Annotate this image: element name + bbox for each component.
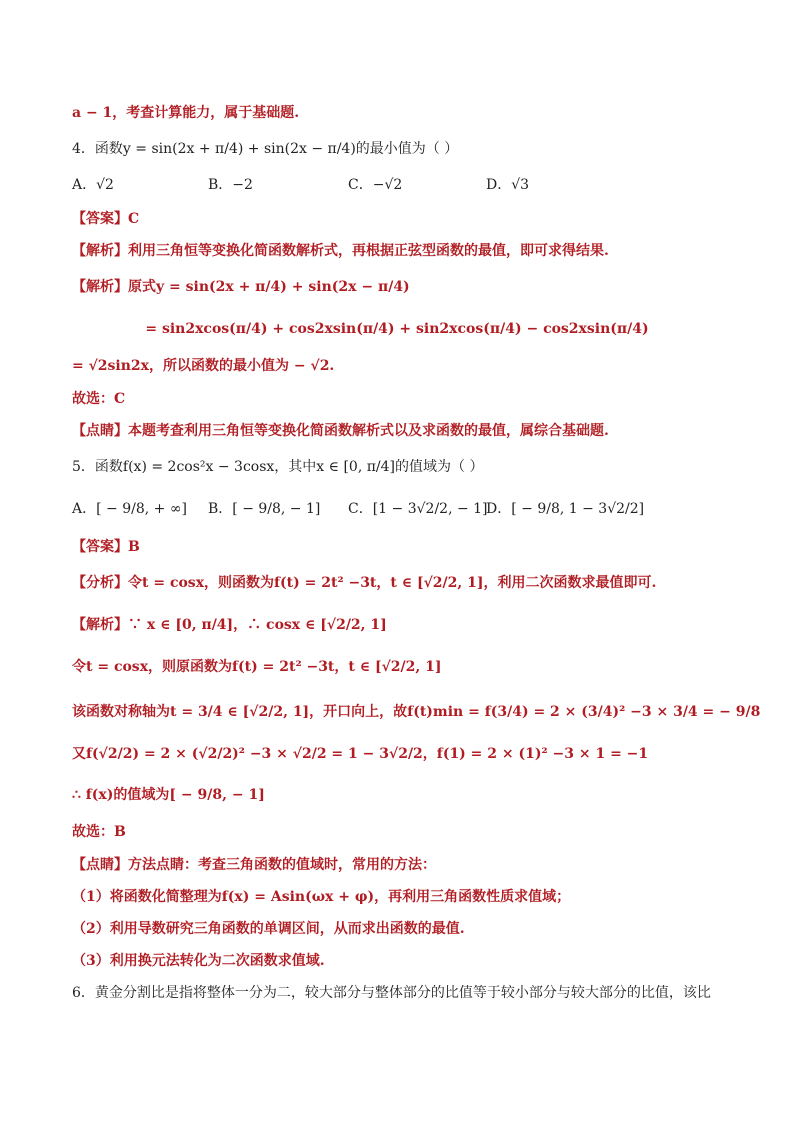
line-10: 【答案】B: [72, 539, 140, 555]
line-4: 【解析】原式y = sin(2x + π/4) + sin(2x − π/4): [72, 279, 410, 295]
line-12: 【解析】∵ x ∈ [0, π/4]，∴ cosx ∈ [√2/2, 1]: [72, 617, 387, 633]
line-6: = √2sin2x，所以函数的最小值为 − √2.: [72, 358, 335, 374]
line-8: 【点睛】本题考查利用三角恒等变换化简函数解析式以及求函数的最值，属综合基础题.: [72, 423, 609, 439]
line-7: 故选：C: [72, 391, 126, 407]
q5-option-b: B．[ − 9/8, − 1]: [208, 501, 321, 517]
line-5: = sin2xcos(π/4) + cos2xsin(π/4) + sin2xcos(π/4) − cos2xsin(π/4): [145, 321, 649, 337]
q4-option-a: A．√2: [72, 177, 114, 193]
line-9: 5．函数f(x) = 2cos²x − 3cosx，其中x ∈ [0, π/4]的值域为（ ）: [72, 459, 484, 475]
line-19: （1）将函数化简整理为f(x) = Asin(ωx + φ)，再利用三角函数性质求值域；: [72, 889, 571, 905]
line-3: 【解析】利用三角恒等变换化简函数解析式，再根据正弦型函数的最值，即可求得结果.: [72, 243, 609, 259]
q5-option-a: A．[ − 9/8, + ∞]: [72, 501, 187, 517]
line-18: 【点睛】方法点睛：考查三角函数的值域时，常用的方法：: [72, 857, 436, 873]
line-14: 该函数对称轴为t = 3/4 ∈ [√2/2, 1]，开口向上，故f(t)min = f(3/4) = 2 × (3/4)² −3 × 3/4 = − 9/8: [72, 704, 761, 720]
line-2: 【答案】C: [72, 211, 140, 227]
line-11: 【分析】令t = cosx，则函数为f(t) = 2t² −3t，t ∈ [√2/2, 1]，利用二次函数求最值即可.: [72, 575, 657, 591]
q4-option-b: B．−2: [208, 177, 253, 193]
q4-option-c: C．−√2: [348, 177, 403, 193]
line-1: 4．函数y = sin(2x + π/4) + sin(2x − π/4)的最小值为（ ）: [72, 141, 459, 157]
line-13: 令t = cosx，则原函数为f(t) = 2t² −3t，t ∈ [√2/2, 1]: [72, 659, 442, 675]
line-17: 故选：B: [72, 824, 126, 840]
line-22: 6．黄金分割比是指将整体一分为二，较大部分与整体部分的比值等于较小部分与较大部分的比值，该比: [72, 985, 711, 1001]
line-0: a − 1，考查计算能力，属于基础题.: [72, 105, 300, 121]
q5-option-d: D．[ − 9/8, 1 − 3√2/2]: [486, 501, 645, 517]
q5-option-c: C．[1 − 3√2/2, − 1]: [348, 501, 488, 517]
line-15: 又f(√2/2) = 2 × (√2/2)² −3 × √2/2 = 1 − 3√2/2，f(1) = 2 × (1)² −3 × 1 = −1: [72, 746, 649, 762]
line-20: （2）利用导数研究三角函数的单调区间，从而求出函数的最值.: [72, 921, 465, 937]
q4-option-d: D．√3: [486, 177, 530, 193]
line-21: （3）利用换元法转化为二次函数求值域.: [72, 953, 325, 969]
line-16: ∴ f(x)的值域为[ − 9/8, − 1]: [72, 787, 265, 803]
